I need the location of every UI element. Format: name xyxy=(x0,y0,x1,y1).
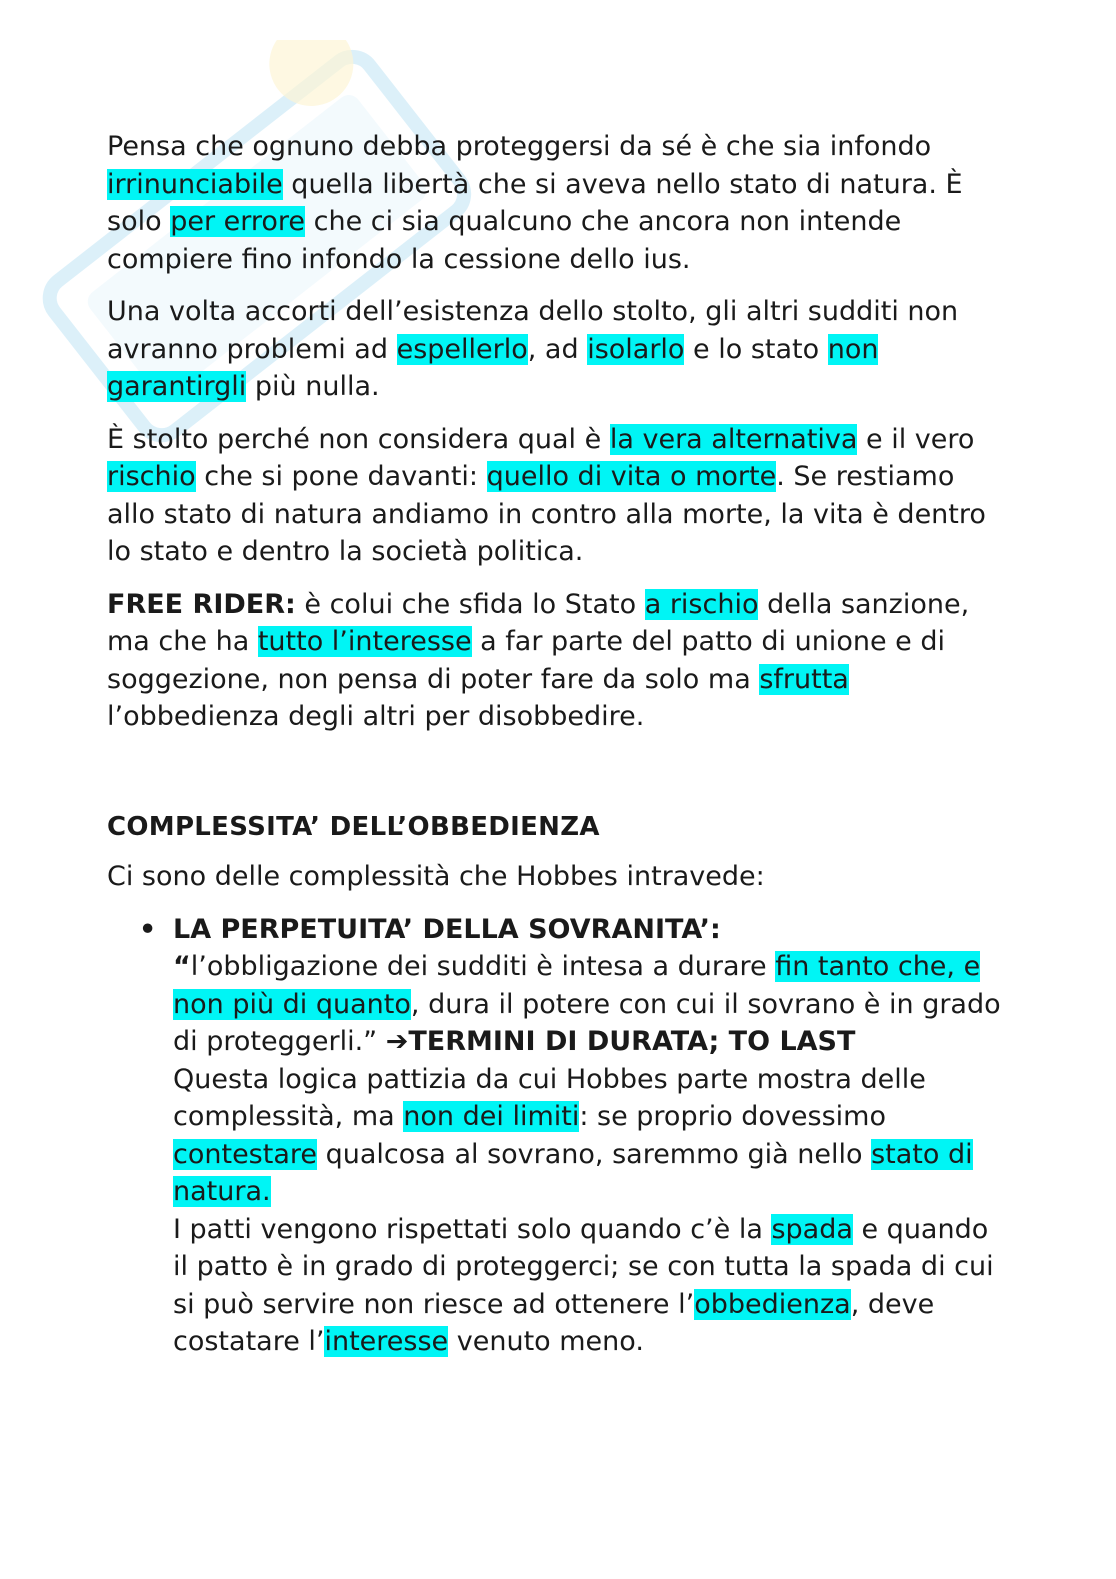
highlight: tutto l’interesse xyxy=(257,626,472,657)
highlight: la vera alternativa xyxy=(609,423,858,455)
highlight: spada xyxy=(771,1213,853,1245)
highlight: contestare xyxy=(173,1138,317,1170)
highlight: interesse xyxy=(324,1326,449,1357)
highlight: garantirgli xyxy=(107,371,247,402)
highlight: quello di vita o morte xyxy=(486,461,777,492)
highlight: sfrutta xyxy=(759,663,849,695)
highlight: fin tanto che, e non più di quanto xyxy=(173,951,981,1020)
highlight: non dei limiti xyxy=(403,1101,580,1132)
section-intro: Ci sono delle complessità che Hobbes intravede: xyxy=(107,861,765,892)
highlight: obbedienza xyxy=(694,1288,851,1320)
bullet-icon: • xyxy=(139,913,157,945)
paragraph-stolto-1: Pensa che ognuno debba proteggersi da sé è che sia infondo irrinunciabile quella libertà che si aveva nello stato di natura. È solo per errore che ci sia qualcuno che ancora non intende compiere fino infondo la cessione dello ius. xyxy=(107,131,963,275)
highlight: non xyxy=(827,333,879,365)
item-heading: LA PERPETUITA’ DELLA SOVRANITA’: xyxy=(173,913,721,945)
highlight: a rischio xyxy=(644,588,759,620)
bullet-list xyxy=(107,911,1007,1361)
paragraph-free-rider: FREE RIDER: è colui che sfida lo Stato a rischio della sanzione, ma che ha tutto l’interesse a far parte del patto di unione e di soggezione, non pensa di poter fare da solo ma sfrutta l’obbedienza degli altri per disobbedire. xyxy=(107,588,970,732)
free-rider-term: FREE RIDER: xyxy=(107,588,296,620)
list-item: • LA PERPETUITA’ DELLA SOVRANITA’: “l’obbligazione dei sudditi è intesa a durare fin tanto che, e non più di quanto, dura il potere con cui il sovrano è in grado di proteggerli.” ➔TERMINI DI DURATA; TO LAST Questa logica pattizia da cui Hobbes parte mostra delle complessità, ma non dei limiti: se proprio dovessimo contestare qualcosa al sovrano, saremmo già nello stato di natura. I patti vengono rispettati solo quando c’è la spada e quando il patto è in grado di proteggerci; se con tutta la spada di cui si può servire non riesce ad ottenere l’obbedienza, deve costatare l’interesse venuto meno. xyxy=(173,911,1007,1361)
highlight: stato di natura. xyxy=(173,1138,973,1207)
highlight: irrinunciabile xyxy=(107,168,283,200)
arrow-icon: ➔ xyxy=(385,1026,409,1057)
section-title: COMPLESSITA’ DELL’OBBEDIENZA xyxy=(107,811,600,842)
highlight: espellerlo xyxy=(396,333,528,365)
document-page xyxy=(107,128,1007,1361)
highlight: per errore xyxy=(170,206,306,237)
paragraph-stolto-2: Una volta accorti dell’esistenza dello stolto, gli altri sudditi non avranno problemi ad espellerlo, ad isolarlo e lo stato non garantirgli più nulla. xyxy=(107,296,959,402)
highlight: isolarlo xyxy=(587,333,685,365)
paragraph-stolto-3: È stolto perché non considera qual è la vera alternativa e il vero rischio che si pone davanti: quello di vita o morte. Se restiamo allo stato di natura andiamo in contro alla morte, la vita è dentro lo stato e dentro la società politica. xyxy=(107,423,986,567)
highlight: rischio xyxy=(107,461,196,492)
